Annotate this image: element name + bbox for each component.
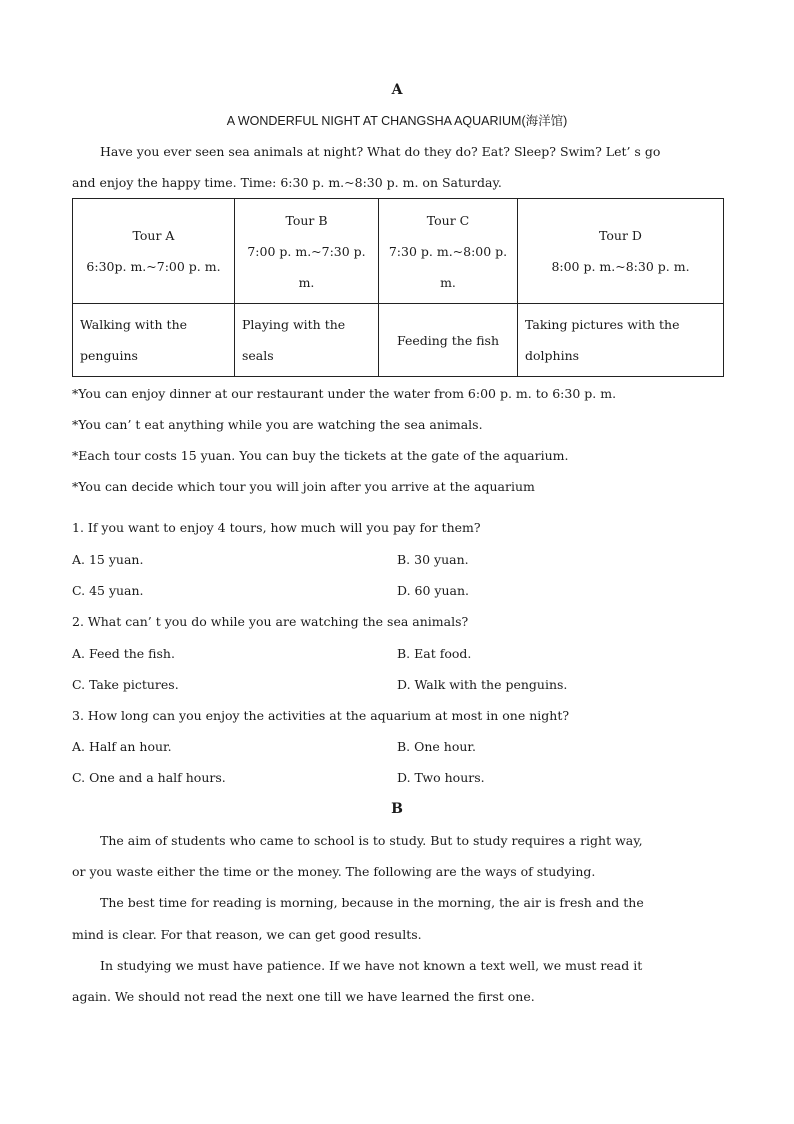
option-c: C. Take pictures. (72, 677, 179, 692)
tour-time: 6:30p. m.~7:00 p. m. (86, 259, 221, 274)
intro-line: and enjoy the happy time. Time: 6:30 p. m.~8:30 p. m. on Saturday. (72, 175, 502, 190)
option-d: D. Two hours. (397, 770, 485, 785)
option-c: C. 45 yuan. (72, 583, 144, 598)
tour-time: 7:30 p. m.~8:00 p. m. (388, 243, 508, 290)
option-a: A. Feed the fish. (72, 646, 175, 661)
question-stem: 2. What can’ t you do while you are watching the sea animals? (72, 614, 469, 629)
passage-title: A WONDERFUL NIGHT AT CHANGSHA AQUARIUM(海洋馆) (226, 114, 568, 128)
paragraph-line: mind is clear. For that reason, we can get good results. (72, 927, 422, 942)
tour-cell (73, 199, 235, 304)
option-b: B. Eat food. (397, 646, 472, 661)
tour-activity-row (73, 304, 724, 377)
tour-activity: Feeding the fish (379, 304, 518, 377)
tour-name: Tour B (285, 212, 328, 228)
option-a: A. Half an hour. (72, 739, 172, 754)
paragraph-line: The best time for reading is morning, because in the morning, the air is fresh and the (100, 895, 644, 910)
option-b: B. One hour. (397, 739, 477, 754)
tour-activity: Taking pictures with the dolphins (518, 304, 724, 377)
tour-header-row (73, 199, 724, 304)
note-line: *Each tour costs 15 yuan. You can buy the tickets at the gate of the aquarium. (72, 448, 569, 463)
paragraph-line: or you waste either the time or the money. The following are the ways of studying. (72, 864, 596, 879)
tour-time: 7:00 p. m.~7:30 p. m. (247, 243, 366, 290)
option-d: D. 60 yuan. (397, 583, 469, 598)
paragraph-line: The aim of students who came to school is to study. But to study requires a right way, (100, 833, 643, 848)
note-line: *You can decide which tour you will join after you arrive at the aquarium (72, 479, 535, 494)
question-stem: 1. If you want to enjoy 4 tours, how much will you pay for them? (72, 520, 481, 535)
tour-name: Tour C (426, 212, 470, 228)
paragraph-line: In studying we must have patience. If we have not known a text well, we must read it (100, 958, 643, 973)
option-b: B. 30 yuan. (397, 552, 469, 567)
question-stem: 3. How long can you enjoy the activities at the aquarium at most in one night? (72, 708, 570, 723)
paragraph-line: again. We should not read the next one till we have learned the first one. (72, 989, 535, 1004)
option-d: D. Walk with the penguins. (397, 677, 568, 692)
intro-line: Have you ever seen sea animals at night? What do they do? Eat? Sleep? Swim? Let’ s go (100, 144, 661, 159)
section-a-heading: A (391, 82, 403, 98)
tour-activity: Playing with the seals (235, 304, 379, 377)
note-line: *You can enjoy dinner at our restaurant under the water from 6:00 p. m. to 6:30 p. m. (72, 386, 617, 401)
tour-cell (235, 199, 379, 304)
note-line: *You can’ t eat anything while you are watching the sea animals. (72, 417, 483, 432)
tour-cell (379, 199, 518, 304)
tour-time: 8:00 p. m.~8:30 p. m. (551, 259, 690, 274)
option-c: C. One and a half hours. (72, 770, 226, 785)
option-a: A. 15 yuan. (72, 552, 144, 567)
tour-cell (518, 199, 724, 304)
tour-activity: Walking with the penguins (73, 304, 235, 377)
tour-name: Tour D (599, 228, 642, 243)
tour-name: Tour A (132, 228, 175, 243)
section-b-heading: B (391, 801, 403, 817)
tour-schedule-table (72, 198, 724, 377)
